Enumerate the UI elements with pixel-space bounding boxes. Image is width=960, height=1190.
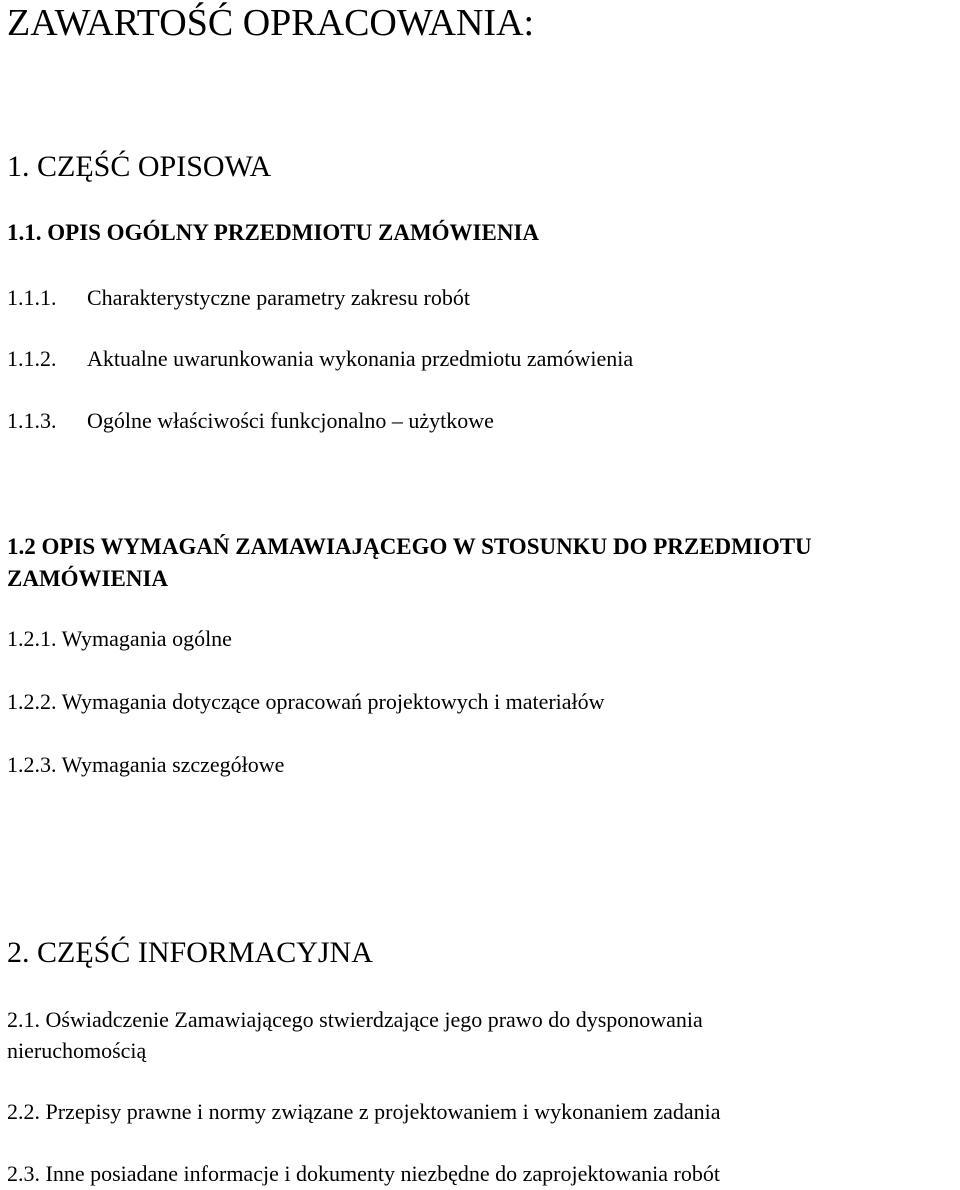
toc-item-number: 1.1.3. <box>7 408 57 433</box>
section-1-2-heading-line1: 1.2 OPIS WYMAGAŃ ZAMAWIAJĄCEGO W STOSUNKU DO PRZEDMIOTU <box>7 534 812 559</box>
document-title: ZAWARTOŚĆ OPRACOWANIA: <box>7 2 535 44</box>
toc-item-text: Aktualne uwarunkowania wykonania przedmiotu zamówienia <box>87 346 634 371</box>
part2-heading: 2. CZĘŚĆ INFORMACYJNA <box>7 936 373 969</box>
toc-item-1-2-2: 1.2.2. Wymagania dotyczące opracowań projektowych i materiałów <box>7 689 605 714</box>
section-1-2-heading-line2: ZAMÓWIENIA <box>7 566 169 591</box>
toc-item-1-1-2 <box>7 346 633 371</box>
toc-item-text: Charakterystyczne parametry zakresu robót <box>87 285 470 310</box>
toc-item-2-1-line2: nieruchomością <box>7 1038 147 1063</box>
toc-item-1-1-3 <box>7 408 494 433</box>
toc-item-2-2: 2.2. Przepisy prawne i normy związane z projektowaniem i wykonaniem zadania <box>7 1099 721 1124</box>
section-1-1-heading: 1.1. OPIS OGÓLNY PRZEDMIOTU ZAMÓWIENIA <box>7 220 540 245</box>
toc-item-2-3: 2.3. Inne posiadane informacje i dokumenty niezbędne do zaprojektowania robót <box>7 1161 720 1186</box>
toc-item-number: 1.1.2. <box>7 346 57 371</box>
toc-item-1-1-1 <box>7 285 470 310</box>
part1-heading: 1. CZĘŚĆ OPISOWA <box>7 150 272 183</box>
toc-item-2-1-line1: 2.1. Oświadczenie Zamawiającego stwierdzające jego prawo do dysponowania <box>7 1007 703 1032</box>
toc-item-1-2-1: 1.2.1. Wymagania ogólne <box>7 626 232 651</box>
toc-item-text: Ogólne właściwości funkcjonalno – użytkowe <box>87 408 494 433</box>
toc-item-1-2-3: 1.2.3. Wymagania szczegółowe <box>7 752 285 777</box>
toc-item-number: 1.1.1. <box>7 285 57 310</box>
